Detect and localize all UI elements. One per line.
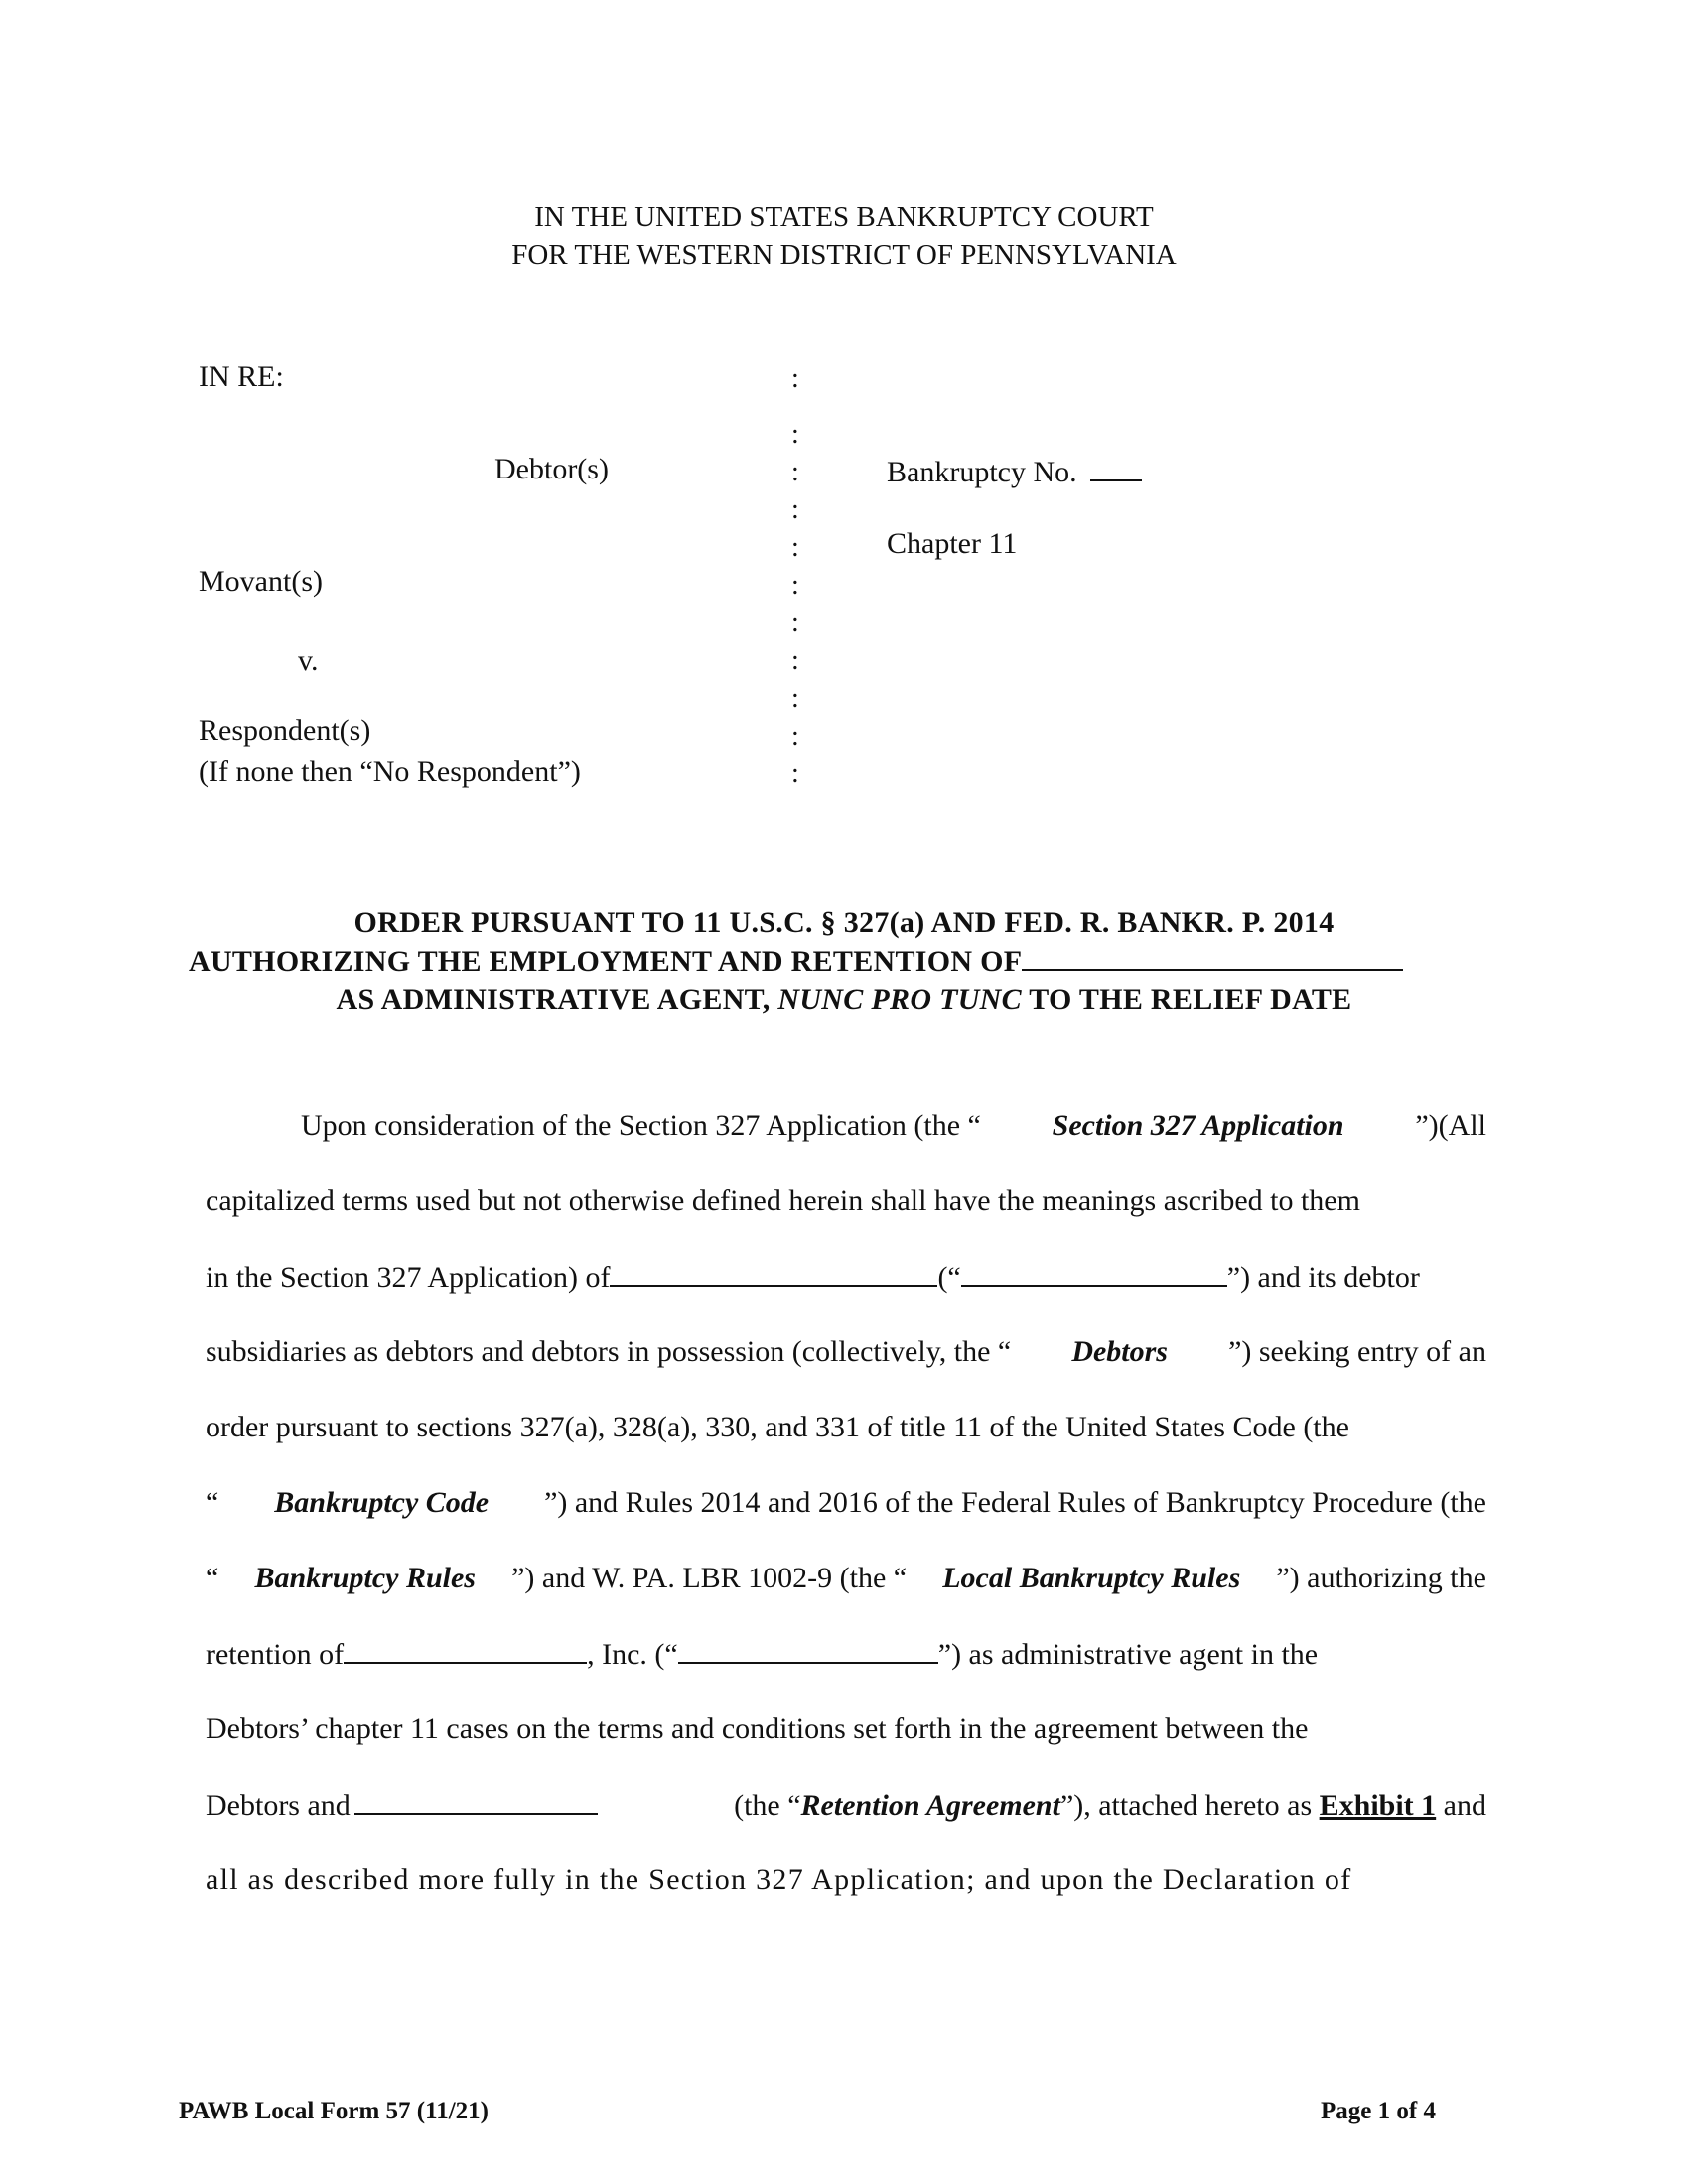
body-line-11	[206, 1862, 1486, 1898]
caption-separator: :	[791, 419, 799, 450]
footer-form-id: PAWB Local Form 57 (11/21)	[179, 2098, 489, 2124]
body-text: (“	[937, 1261, 961, 1294]
body-text: and	[1443, 1789, 1486, 1822]
caption-separator: :	[791, 608, 799, 638]
caption-separator: :	[791, 570, 799, 601]
retention-party-blank[interactable]	[354, 1787, 598, 1815]
defined-term-local-bankruptcy-rules: Local Bankruptcy Rules	[942, 1562, 1241, 1594]
caption-separator: :	[791, 645, 799, 676]
caption-debtors: Debtor(s)	[494, 453, 609, 485]
order-title-nunc-pro-tunc: NUNC PRO TUNC	[777, 983, 1022, 1016]
body-text: ”) and W. PA. LBR 1002-9 (the “	[511, 1562, 908, 1594]
caption-movants: Movant(s)	[199, 565, 323, 598]
body-text: retention of	[206, 1638, 345, 1671]
body-line-3	[206, 1259, 1486, 1296]
caption-respondents: Respondent(s)	[199, 714, 371, 747]
body-text: ”), attached hereto as	[1059, 1789, 1313, 1822]
order-title-line2-text: AUTHORIZING THE EMPLOYMENT AND RETENTION OF	[189, 945, 1023, 978]
body-text: , Inc. (“	[587, 1638, 678, 1671]
caption-separator: :	[791, 758, 799, 789]
body-line-6	[206, 1485, 1486, 1521]
body-text: Debtors and	[206, 1789, 351, 1822]
defined-term-section-327-application: Section 327 Application	[1052, 1109, 1344, 1142]
company-short-name-blank[interactable]	[961, 1259, 1227, 1287]
body-text: Upon consideration of the Section 327 Application (the “	[301, 1109, 981, 1142]
body-line-2	[206, 1183, 1486, 1219]
caption-versus: v.	[298, 644, 319, 677]
body-text: all as described more fully in the Section 327 Application; and upon the Declaration of	[206, 1863, 1352, 1896]
footer-page-number: Page 1 of 4	[1321, 2098, 1436, 2124]
order-title-line3-b: TO THE RELIEF DATE	[1029, 983, 1352, 1016]
body-text: Debtors’ chapter 11 cases on the terms and conditions set forth in the agreement between the	[206, 1712, 1309, 1745]
caption-separator: :	[791, 457, 799, 487]
agent-name-blank[interactable]	[1022, 939, 1403, 971]
defined-term-bankruptcy-rules: Bankruptcy Rules	[254, 1562, 476, 1594]
body-text: in the Section 327 Application) of	[206, 1261, 611, 1294]
body-text: ”) and its debtor	[1226, 1261, 1420, 1294]
agent-short-name-blank[interactable]	[678, 1636, 938, 1664]
order-title-line3	[0, 980, 1688, 1020]
company-name-blank[interactable]	[610, 1259, 937, 1287]
defined-term-bankruptcy-code: Bankruptcy Code	[274, 1486, 490, 1519]
caption-separator: :	[791, 532, 799, 563]
court-name-line2: FOR THE WESTERN DISTRICT OF PENNSYLVANIA	[511, 239, 1177, 271]
body-text: ”) authorizing the	[1276, 1562, 1486, 1594]
bankruptcy-number-label: Bankruptcy No.	[887, 456, 1077, 488]
body-text: ”) seeking entry of an	[1228, 1335, 1486, 1368]
body-text: capitalized terms used but not otherwise defined herein shall have the meanings ascribed to them	[206, 1184, 1360, 1217]
body-line-9	[206, 1711, 1486, 1747]
bankruptcy-number-blank[interactable]	[1090, 454, 1142, 481]
order-title-line1: ORDER PURSUANT TO 11 U.S.C. § 327(a) AND FED. R. BANKR. P. 2014	[353, 906, 1335, 939]
chapter-label: Chapter 11	[887, 527, 1018, 560]
body-line-10	[206, 1787, 1486, 1824]
body-line-1	[301, 1108, 1486, 1144]
body-text: “	[206, 1562, 219, 1594]
caption-separator: :	[791, 721, 799, 751]
caption-in-re: IN RE:	[199, 360, 284, 393]
court-name-line1: IN THE UNITED STATES BANKRUPTCY COURT	[534, 202, 1154, 233]
order-title-line2	[189, 939, 1403, 982]
bankruptcy-number	[887, 454, 1142, 490]
exhibit-1-reference: Exhibit 1	[1319, 1789, 1437, 1822]
body-line-4	[206, 1334, 1486, 1370]
body-text: (the “	[734, 1789, 801, 1822]
body-text: order pursuant to sections 327(a), 328(a), 330, and 331 of title 11 of the United States Code (the	[206, 1411, 1349, 1443]
body-line-7	[206, 1561, 1486, 1596]
defined-term-retention-agreement: Retention Agreement	[800, 1789, 1060, 1822]
body-text: subsidiaries as debtors and debtors in possession (collectively, the “	[206, 1335, 1012, 1368]
body-text: “	[206, 1486, 219, 1519]
caption-separator: :	[791, 363, 799, 394]
agent-company-blank[interactable]	[344, 1636, 587, 1664]
body-text: ”) and Rules 2014 and 2016 of the Federal Rules of Bankruptcy Procedure (the	[544, 1486, 1486, 1519]
body-text: ”)(All	[1415, 1109, 1486, 1142]
body-line-8	[206, 1636, 1486, 1673]
caption-separator: :	[791, 683, 799, 714]
order-title-line3-a: AS ADMINISTRATIVE AGENT,	[336, 983, 771, 1016]
caption-respondents-note: (If none then “No Respondent”)	[199, 755, 581, 788]
defined-term-debtors: Debtors	[1071, 1335, 1168, 1368]
body-text: ”) as administrative agent in the	[937, 1638, 1319, 1671]
body-line-5	[206, 1410, 1486, 1445]
caption-separator: :	[791, 494, 799, 525]
